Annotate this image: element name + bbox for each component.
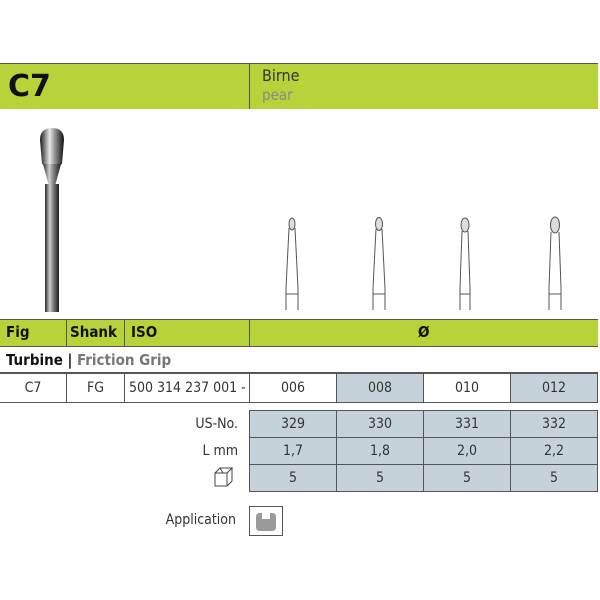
product-shank-cell: FG [66,373,125,403]
column-header-shank: Shank [70,323,118,341]
column-header-iso: ISO [131,323,158,341]
bur-drawings [250,210,598,310]
product-iso-cell: 500 314 237 001 - [124,373,250,403]
pack-cell-2: 5 [336,464,424,492]
bur-drawing-006 [286,218,298,310]
size-cell-012: 012 [510,373,598,403]
shape-name-english: pear [262,86,293,104]
pack-cell-1: 5 [249,464,337,492]
us-no-cell-1: 329 [249,410,337,438]
bur-photo [30,126,74,312]
bur-drawing-010 [460,218,470,310]
l-mm-label: L mm [202,443,238,459]
us-no-label: US-No. [195,416,238,432]
l-mm-cell-2: 1,8 [336,437,424,465]
shape-name-german: Birne [262,66,300,85]
application-icon-box [249,506,283,536]
bur-drawing-012 [549,217,561,310]
us-no-cell-3: 331 [423,410,511,438]
l-mm-cell-4: 2,2 [510,437,598,465]
size-cell-010: 010 [423,373,511,403]
size-cell-006: 006 [249,373,337,403]
column-header-diameter: Ø [418,323,430,341]
section-separator: | [67,351,73,369]
l-mm-cell-3: 2,0 [423,437,511,465]
package-icon [212,466,236,488]
section-label: Turbine [6,351,63,369]
pack-cell-4: 5 [510,464,598,492]
us-no-cell-2: 330 [336,410,424,438]
pack-cell-3: 5 [423,464,511,492]
product-fig-cell: C7 [0,373,67,403]
product-code-title: C7 [8,69,51,104]
section-title [6,350,171,369]
bur-drawing-008 [373,218,385,311]
application-label: Application [165,512,236,528]
l-mm-cell-1: 1,7 [249,437,337,465]
us-no-cell-4: 332 [510,410,598,438]
section-sublabel: Friction Grip [76,351,172,369]
application-tooth-icon [250,507,282,535]
column-header-fig: Fig [6,323,30,341]
size-cell-008: 008 [336,373,424,403]
